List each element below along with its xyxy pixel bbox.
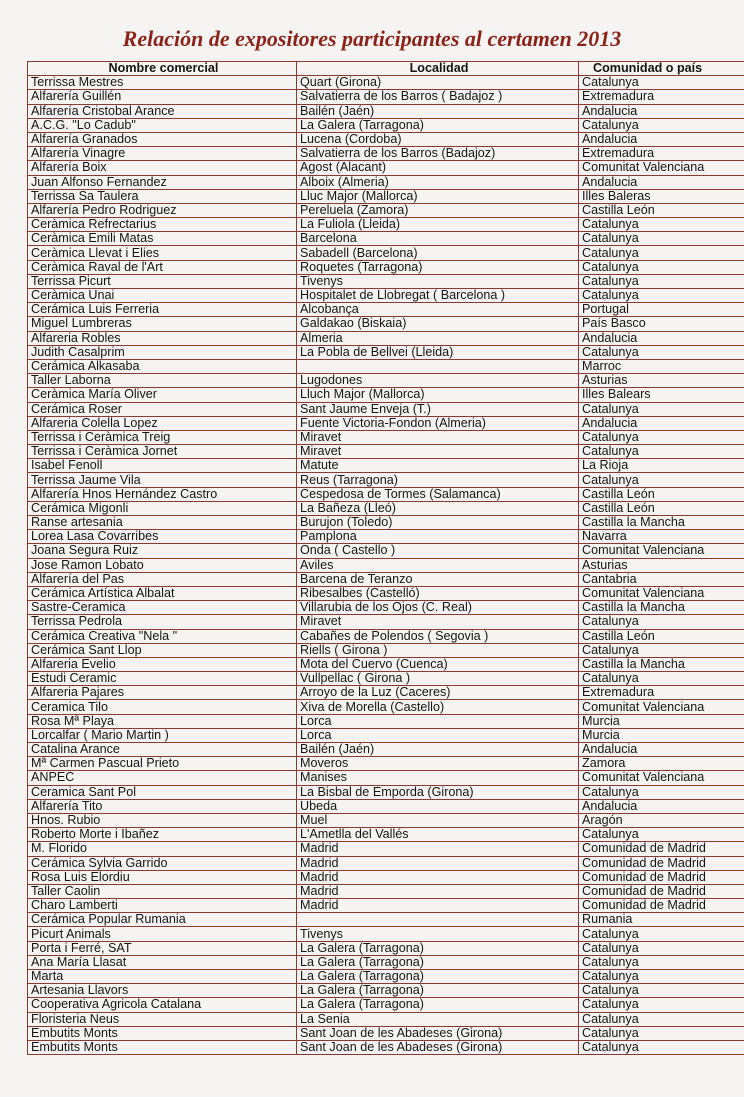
- cell-region: Catalunya: [579, 445, 744, 459]
- cell-region: Catalunya: [579, 118, 744, 132]
- table-row: [28, 629, 744, 643]
- cell-region: Comunidad de Madrid: [579, 899, 744, 913]
- table-row: [28, 998, 744, 1012]
- cell-locality: Lugodones: [297, 374, 579, 388]
- table-row: [28, 161, 744, 175]
- cell-name: Terrissa Sa Taulera: [28, 189, 297, 203]
- cell-locality: Almeria: [297, 331, 579, 345]
- cell-region: Castilla la Mancha: [579, 657, 744, 671]
- cell-locality: Mota del Cuervo (Cuenca): [297, 657, 579, 671]
- cell-locality: Bailén (Jaén): [297, 104, 579, 118]
- cell-locality: Xiva de Morella (Castello): [297, 700, 579, 714]
- cell-locality: Alcobança: [297, 303, 579, 317]
- cell-region: Andalucia: [579, 743, 744, 757]
- cell-locality: Miravet: [297, 430, 579, 444]
- cell-region: Castilla la Mancha: [579, 601, 744, 615]
- cell-name: A.C.G. "Lo Cadub": [28, 118, 297, 132]
- table-row: [28, 147, 744, 161]
- cell-name: Alfarería Cristobal Arance: [28, 104, 297, 118]
- table-row: [28, 317, 744, 331]
- table-row: [28, 430, 744, 444]
- cell-region: Comunidad de Madrid: [579, 870, 744, 884]
- cell-name: Terrissa Picurt: [28, 274, 297, 288]
- cell-name: Alfarería del Pas: [28, 572, 297, 586]
- cell-name: Charo Lamberti: [28, 899, 297, 913]
- cell-locality: Lorca: [297, 714, 579, 728]
- cell-region: Castilla León: [579, 487, 744, 501]
- cell-locality: La Bañeza (Lleó): [297, 501, 579, 515]
- table-row: [28, 615, 744, 629]
- cell-locality: Matute: [297, 459, 579, 473]
- table-row: [28, 175, 744, 189]
- table-row: [28, 246, 744, 260]
- cell-region: Catalunya: [579, 1012, 744, 1026]
- cell-locality: Salvatierra de los Barros ( Badajoz ): [297, 90, 579, 104]
- column-header-locality: Localidad: [297, 62, 579, 76]
- cell-name: Picurt Animals: [28, 927, 297, 941]
- table-row: [28, 970, 744, 984]
- cell-region: Catalunya: [579, 955, 744, 969]
- table-row: [28, 76, 744, 90]
- table-row: [28, 104, 744, 118]
- cell-region: Catalunya: [579, 1026, 744, 1040]
- cell-name: Alfarería Granados: [28, 132, 297, 146]
- cell-locality: Miravet: [297, 615, 579, 629]
- cell-region: Andalucia: [579, 104, 744, 118]
- cell-locality: Alboix (Almeria): [297, 175, 579, 189]
- cell-region: Andalucia: [579, 416, 744, 430]
- table-row: [28, 530, 744, 544]
- cell-name: ANPEC: [28, 771, 297, 785]
- cell-name: Judith Casalprim: [28, 345, 297, 359]
- cell-name: Joana Segura Ruiz: [28, 544, 297, 558]
- cell-locality: Barcena de Teranzo: [297, 572, 579, 586]
- cell-locality: Lorca: [297, 728, 579, 742]
- cell-locality: La Pobla de Bellvei (Lleida): [297, 345, 579, 359]
- cell-locality: Lluc Major (Mallorca): [297, 189, 579, 203]
- cell-region: Portugal: [579, 303, 744, 317]
- exhibitors-table: [27, 61, 744, 1055]
- table-row: [28, 189, 744, 203]
- cell-name: Lorcalfar ( Mario Martin ): [28, 728, 297, 742]
- cell-region: Zamora: [579, 757, 744, 771]
- cell-name: Floristeria Neus: [28, 1012, 297, 1026]
- table-row: [28, 90, 744, 104]
- cell-name: Alfarería Guillén: [28, 90, 297, 104]
- cell-locality: Madrid: [297, 884, 579, 898]
- cell-region: Castilla León: [579, 629, 744, 643]
- table-row: [28, 984, 744, 998]
- table-row: [28, 586, 744, 600]
- cell-locality: Miravet: [297, 445, 579, 459]
- cell-locality: Ribesalbes (Castelló): [297, 586, 579, 600]
- cell-locality: Salvatierra de los Barros (Badajoz): [297, 147, 579, 161]
- cell-name: Rosa Luis Elordiu: [28, 870, 297, 884]
- cell-locality: Pereluela (Zamora): [297, 203, 579, 217]
- cell-name: Estudi Ceramic: [28, 672, 297, 686]
- table-row: [28, 927, 744, 941]
- cell-locality: La Senia: [297, 1012, 579, 1026]
- cell-region: Andalucia: [579, 799, 744, 813]
- cell-region: Asturias: [579, 374, 744, 388]
- cell-locality: Villarubia de los Ojos (C. Real): [297, 601, 579, 615]
- table-row: [28, 813, 744, 827]
- cell-locality: Galdakao (Biskaia): [297, 317, 579, 331]
- cell-name: Porta i Ferré, SAT: [28, 941, 297, 955]
- table-row: [28, 955, 744, 969]
- cell-region: Extremadura: [579, 147, 744, 161]
- cell-name: Artesania Llavors: [28, 984, 297, 998]
- cell-name: Cerámica Roser: [28, 402, 297, 416]
- cell-name: Catalina Arance: [28, 743, 297, 757]
- cell-locality: Manises: [297, 771, 579, 785]
- table-row: [28, 388, 744, 402]
- cell-region: Comunitat Valenciana: [579, 586, 744, 600]
- cell-region: Extremadura: [579, 90, 744, 104]
- cell-name: Cerámica Creativa "Nela ": [28, 629, 297, 643]
- cell-name: Alfarería Boix: [28, 161, 297, 175]
- cell-name: Terrissa Pedrola: [28, 615, 297, 629]
- cell-name: Cerámica Sant Llop: [28, 643, 297, 657]
- cell-name: Roberto Morte i Ibañez: [28, 828, 297, 842]
- cell-locality: Muel: [297, 813, 579, 827]
- table-row: [28, 118, 744, 132]
- cell-name: Ceràmica Unai: [28, 289, 297, 303]
- table-header-row: [28, 62, 744, 76]
- cell-locality: Agost (Alacant): [297, 161, 579, 175]
- cell-locality: Vullpellac ( Girona ): [297, 672, 579, 686]
- cell-locality: Madrid: [297, 856, 579, 870]
- table-row: [28, 260, 744, 274]
- table-row: [28, 657, 744, 671]
- cell-locality: Arroyo de la Luz (Caceres): [297, 686, 579, 700]
- cell-region: Castilla León: [579, 501, 744, 515]
- cell-region: Catalunya: [579, 672, 744, 686]
- cell-name: Sastre-Ceramica: [28, 601, 297, 615]
- cell-name: Cerámica Popular Rumania: [28, 913, 297, 927]
- table-row: [28, 345, 744, 359]
- column-header-region: Comunidad o país: [579, 62, 744, 76]
- cell-name: Alfarería Pedro Rodriguez: [28, 203, 297, 217]
- cell-name: Cerámica Artística Albalat: [28, 586, 297, 600]
- cell-name: Lorea Lasa Covarribes: [28, 530, 297, 544]
- table-row: [28, 601, 744, 615]
- cell-name: Taller Caolin: [28, 884, 297, 898]
- cell-region: Comunidad de Madrid: [579, 842, 744, 856]
- table-row: [28, 331, 744, 345]
- cell-name: M. Florido: [28, 842, 297, 856]
- cell-locality: La Galera (Tarragona): [297, 984, 579, 998]
- table-row: [28, 402, 744, 416]
- cell-locality: Ubeda: [297, 799, 579, 813]
- cell-region: Catalunya: [579, 274, 744, 288]
- table-row: [28, 672, 744, 686]
- table-row: [28, 1026, 744, 1040]
- cell-region: Catalunya: [579, 232, 744, 246]
- table-row: [28, 516, 744, 530]
- cell-locality: Burujon (Toledo): [297, 516, 579, 530]
- cell-region: Castilla León: [579, 203, 744, 217]
- cell-locality: La Galera (Tarragona): [297, 998, 579, 1012]
- cell-name: Miguel Lumbreras: [28, 317, 297, 331]
- table-row: [28, 842, 744, 856]
- cell-region: Illes Baleras: [579, 189, 744, 203]
- cell-name: Terrissa i Ceràmica Treig: [28, 430, 297, 444]
- table-row: [28, 870, 744, 884]
- cell-name: Alfarería Hnos Hernández Castro: [28, 487, 297, 501]
- table-row: [28, 799, 744, 813]
- cell-locality: Lucena (Cordoba): [297, 132, 579, 146]
- table-row: [28, 743, 744, 757]
- cell-name: Isabel Fenoll: [28, 459, 297, 473]
- cell-region: Marroc: [579, 359, 744, 373]
- cell-region: Andalucia: [579, 175, 744, 189]
- cell-region: Catalunya: [579, 402, 744, 416]
- cell-locality: Lluch Major (Mallorca): [297, 388, 579, 402]
- column-header-name: Nombre comercial: [28, 62, 297, 76]
- table-body: [28, 76, 744, 1055]
- cell-region: Catalunya: [579, 473, 744, 487]
- cell-region: Catalunya: [579, 970, 744, 984]
- table-row: [28, 132, 744, 146]
- table-row: [28, 1012, 744, 1026]
- cell-name: Terrissa i Ceràmica Jornet: [28, 445, 297, 459]
- table-row: [28, 232, 744, 246]
- table-row: [28, 289, 744, 303]
- table-row: [28, 572, 744, 586]
- cell-region: Catalunya: [579, 941, 744, 955]
- cell-locality: La Galera (Tarragona): [297, 955, 579, 969]
- cell-region: Comunitat Valenciana: [579, 771, 744, 785]
- cell-locality: Sant Jaume Enveja (T.): [297, 402, 579, 416]
- cell-name: Cooperativa Agricola Catalana: [28, 998, 297, 1012]
- cell-name: Ceramica Sant Pol: [28, 785, 297, 799]
- table-row: [28, 487, 744, 501]
- table-row: [28, 714, 744, 728]
- cell-region: Catalunya: [579, 1040, 744, 1054]
- cell-name: Ana María Llasat: [28, 955, 297, 969]
- cell-region: Aragón: [579, 813, 744, 827]
- cell-locality: La Bisbal de Emporda (Girona): [297, 785, 579, 799]
- cell-name: Hnos. Rubio: [28, 813, 297, 827]
- cell-locality: Sant Joan de les Abadeses (Girona): [297, 1040, 579, 1054]
- cell-locality: Madrid: [297, 899, 579, 913]
- cell-region: Comunitat Valenciana: [579, 161, 744, 175]
- cell-region: Catalunya: [579, 289, 744, 303]
- cell-region: Navarra: [579, 530, 744, 544]
- cell-region: Catalunya: [579, 828, 744, 842]
- cell-locality: La Galera (Tarragona): [297, 118, 579, 132]
- cell-locality: [297, 913, 579, 927]
- cell-name: Alfareria Robles: [28, 331, 297, 345]
- cell-locality: L'Ametlla del Vallés: [297, 828, 579, 842]
- table-row: [28, 203, 744, 217]
- table-row: [28, 416, 744, 430]
- cell-region: Comunitat Valenciana: [579, 700, 744, 714]
- cell-name: Embutits Monts: [28, 1040, 297, 1054]
- cell-region: Asturias: [579, 558, 744, 572]
- table-row: [28, 941, 744, 955]
- cell-locality: La Fuliola (Lleida): [297, 218, 579, 232]
- cell-region: Comunidad de Madrid: [579, 884, 744, 898]
- cell-region: Andalucia: [579, 132, 744, 146]
- cell-locality: Fuente Victoria-Fondon (Almeria): [297, 416, 579, 430]
- table-row: [28, 445, 744, 459]
- table-row: [28, 785, 744, 799]
- cell-name: Alfareria Colella Lopez: [28, 416, 297, 430]
- cell-region: Murcia: [579, 714, 744, 728]
- cell-locality: Hospitalet de Llobregat ( Barcelona ): [297, 289, 579, 303]
- table-row: [28, 473, 744, 487]
- cell-name: Ceràmica Raval de l'Art: [28, 260, 297, 274]
- table-row: [28, 303, 744, 317]
- cell-region: Castilla la Mancha: [579, 516, 744, 530]
- table-row: [28, 899, 744, 913]
- table-row: [28, 459, 744, 473]
- cell-locality: Tivenys: [297, 927, 579, 941]
- cell-region: Catalunya: [579, 615, 744, 629]
- table-row: [28, 359, 744, 373]
- cell-locality: Madrid: [297, 842, 579, 856]
- cell-name: Taller Laborna: [28, 374, 297, 388]
- cell-name: Ceràmica Llevat i Elies: [28, 246, 297, 260]
- cell-region: Murcia: [579, 728, 744, 742]
- table-row: [28, 728, 744, 742]
- cell-locality: Quart (Girona): [297, 76, 579, 90]
- cell-name: Cerámica Migonli: [28, 501, 297, 515]
- cell-name: Alfareria Pajares: [28, 686, 297, 700]
- cell-region: Catalunya: [579, 76, 744, 90]
- table-row: [28, 544, 744, 558]
- cell-name: Alfareria Evelio: [28, 657, 297, 671]
- cell-locality: Tivenys: [297, 274, 579, 288]
- cell-locality: Onda ( Castello ): [297, 544, 579, 558]
- table-row: [28, 884, 744, 898]
- cell-name: Terrissa Mestres: [28, 76, 297, 90]
- table-row: [28, 686, 744, 700]
- cell-region: Catalunya: [579, 785, 744, 799]
- cell-name: Embutits Monts: [28, 1026, 297, 1040]
- table-row: [28, 856, 744, 870]
- table-row: [28, 771, 744, 785]
- cell-locality: Barcelona: [297, 232, 579, 246]
- cell-locality: Cabañes de Polendos ( Segovia ): [297, 629, 579, 643]
- cell-region: Extremadura: [579, 686, 744, 700]
- cell-region: Catalunya: [579, 998, 744, 1012]
- cell-name: Alfarería Vinagre: [28, 147, 297, 161]
- table-row: [28, 700, 744, 714]
- table-row: [28, 757, 744, 771]
- cell-locality: Moveros: [297, 757, 579, 771]
- cell-name: Ceràmica Emili Matas: [28, 232, 297, 246]
- cell-name: Terrissa Jaume Vila: [28, 473, 297, 487]
- cell-region: Catalunya: [579, 218, 744, 232]
- cell-locality: La Galera (Tarragona): [297, 941, 579, 955]
- cell-locality: Bailén (Jaén): [297, 743, 579, 757]
- cell-name: Cerámica Luis Ferreria: [28, 303, 297, 317]
- cell-name: Mª Carmen Pascual Prieto: [28, 757, 297, 771]
- table-row: [28, 913, 744, 927]
- cell-name: Rosa Mª Playa: [28, 714, 297, 728]
- table-row: [28, 218, 744, 232]
- cell-region: Andalucia: [579, 331, 744, 345]
- cell-name: Ceràmica María Oliver: [28, 388, 297, 402]
- table-row: [28, 828, 744, 842]
- cell-locality: Cespedosa de Tormes (Salamanca): [297, 487, 579, 501]
- cell-locality: Aviles: [297, 558, 579, 572]
- cell-name: Juan Alfonso Fernandez: [28, 175, 297, 189]
- table-row: [28, 374, 744, 388]
- cell-locality: [297, 359, 579, 373]
- cell-locality: La Galera (Tarragona): [297, 970, 579, 984]
- cell-region: Catalunya: [579, 260, 744, 274]
- cell-locality: Reus (Tarragona): [297, 473, 579, 487]
- cell-region: Catalunya: [579, 643, 744, 657]
- cell-locality: Sant Joan de les Abadeses (Girona): [297, 1026, 579, 1040]
- cell-name: Alfarería Tito: [28, 799, 297, 813]
- cell-region: Catalunya: [579, 927, 744, 941]
- cell-locality: Roquetes (Tarragona): [297, 260, 579, 274]
- cell-name: Ceràmica Refrectarius: [28, 218, 297, 232]
- cell-region: Catalunya: [579, 430, 744, 444]
- cell-region: Cantabria: [579, 572, 744, 586]
- cell-name: Ranse artesania: [28, 516, 297, 530]
- cell-region: País Basco: [579, 317, 744, 331]
- cell-locality: Pamplona: [297, 530, 579, 544]
- table-row: [28, 643, 744, 657]
- cell-region: Catalunya: [579, 984, 744, 998]
- table-row: [28, 501, 744, 515]
- table-row: [28, 274, 744, 288]
- cell-name: Ceramica Tilo: [28, 700, 297, 714]
- cell-region: Rumania: [579, 913, 744, 927]
- cell-name: Jose Ramon Lobato: [28, 558, 297, 572]
- cell-name: Marta: [28, 970, 297, 984]
- cell-region: Catalunya: [579, 246, 744, 260]
- cell-region: Comunidad de Madrid: [579, 856, 744, 870]
- cell-region: Illes Balears: [579, 388, 744, 402]
- cell-region: La Rioja: [579, 459, 744, 473]
- cell-region: Comunitat Valenciana: [579, 544, 744, 558]
- table-row: [28, 1040, 744, 1054]
- cell-locality: Sabadell (Barcelona): [297, 246, 579, 260]
- cell-locality: Madrid: [297, 870, 579, 884]
- table-row: [28, 558, 744, 572]
- page-title: Relación de expositores participantes al certamen 2013: [122, 26, 622, 51]
- cell-locality: Riells ( Girona ): [297, 643, 579, 657]
- cell-region: Catalunya: [579, 345, 744, 359]
- cell-name: Cerámica Sylvia Garrido: [28, 856, 297, 870]
- cell-name: Cerámica Alkasaba: [28, 359, 297, 373]
